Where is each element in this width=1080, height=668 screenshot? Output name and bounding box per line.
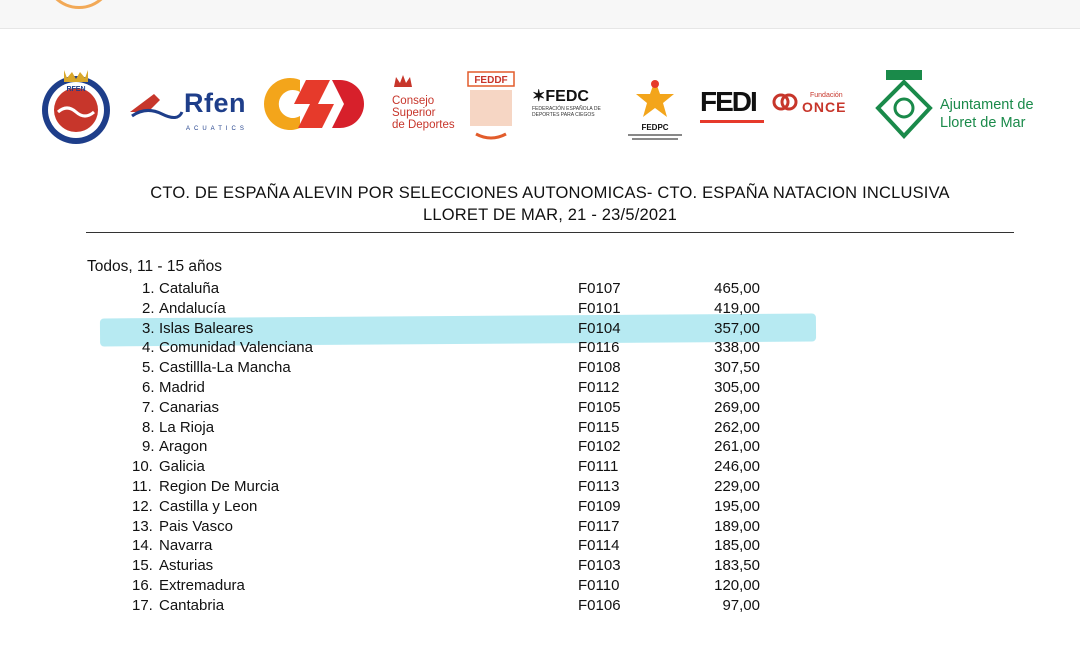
rfen-badge-text: RFEN	[66, 86, 86, 93]
category-heading: Todos, 11 - 15 años	[87, 258, 222, 275]
table-row	[0, 419, 1080, 439]
row-name: Cantabria	[159, 596, 225, 614]
csd-text	[392, 95, 455, 131]
table-row	[0, 379, 1080, 399]
row-points: 262,00	[714, 418, 760, 436]
profile-circle-icon	[44, 0, 114, 9]
lloret-line-2: Lloret de Mar	[940, 115, 1026, 131]
table-row	[0, 399, 1080, 419]
document-subtitle: LLORET DE MAR, 21 - 23/5/2021	[422, 206, 678, 224]
fedc-sub: FEDERACIÓN ESPAÑOLA DE DEPORTES PARA CIEGOS	[532, 106, 601, 118]
once-rings-icon	[772, 92, 798, 112]
row-code: F0117	[578, 517, 620, 535]
title-divider	[86, 232, 1014, 233]
row-name: Region De Murcia	[159, 478, 280, 495]
row-code: F0103	[578, 557, 621, 575]
row-points: 305,00	[714, 379, 760, 396]
row-code: F0115	[578, 418, 620, 436]
row-rank-name: 8.	[142, 418, 155, 436]
row-points: 465,00	[714, 280, 760, 297]
row-rank-name: 13.	[132, 517, 153, 535]
table-row	[0, 577, 1080, 597]
fedpc-logo	[622, 76, 688, 144]
table-row	[0, 498, 1080, 518]
table-row	[0, 597, 1080, 617]
fedi-text: FEDI	[700, 86, 756, 117]
row-code: F0111	[578, 458, 619, 476]
table-row	[0, 438, 1080, 458]
row-code: F0108	[578, 359, 621, 377]
row-code: F0114	[578, 537, 620, 555]
row-name: Castilla y Leon	[159, 497, 258, 515]
row-name: Andalucía	[159, 299, 226, 317]
row-name: Pais Vasco	[159, 517, 233, 535]
row-code: F0102	[578, 438, 621, 456]
crown-icon	[392, 73, 414, 91]
lloret-text	[940, 96, 1034, 132]
lloret-shield-logo	[874, 66, 934, 146]
row-rank-name: 17.	[132, 596, 153, 614]
row-rank-name: 15.	[132, 557, 153, 575]
row-rank-name: 16.	[132, 577, 153, 594]
once-text: ONCE	[802, 99, 847, 115]
table-row	[0, 339, 1080, 359]
rfen-sub: ACUATICS	[186, 126, 248, 132]
row-rank-name: 9.	[142, 438, 155, 456]
row-points: 269,00	[714, 398, 760, 416]
rfen-word: Rfen	[184, 88, 246, 118]
row-name: Castillla-La Mancha	[159, 359, 291, 377]
row-code: F0105	[578, 398, 621, 416]
row-name: Galicia	[159, 458, 205, 476]
once-small: Fundación	[810, 92, 843, 99]
table-row	[0, 478, 1080, 498]
row-rank-name: 5.	[142, 359, 155, 377]
row-points: 189,00	[714, 517, 760, 535]
table-row	[0, 458, 1080, 478]
row-points: 261,00	[714, 438, 760, 456]
table-row	[0, 280, 1080, 300]
row-code: F0110	[578, 577, 620, 594]
row-points: 419,00	[714, 299, 760, 317]
row-rank-name: 4.	[142, 339, 155, 357]
top-bar	[0, 0, 1080, 29]
row-points: 195,00	[714, 497, 760, 515]
table-row	[0, 359, 1080, 379]
row-name: Cataluña	[159, 280, 220, 297]
row-code: F0116	[578, 339, 620, 357]
row-points: 338,00	[714, 339, 760, 357]
fedpc-text: FEDPC	[641, 123, 669, 132]
document-title: CTO. DE ESPAÑA ALEVIN POR SELECCIONES AUTONOMICAS- CTO. ESPAÑA NATACION INCLUSIVA	[150, 184, 950, 202]
row-name: Comunidad Valenciana	[159, 339, 313, 357]
row-name: La Rioja	[159, 418, 215, 436]
sponsor-logos	[0, 62, 1080, 152]
row-points: 229,00	[714, 478, 760, 495]
table-row	[0, 537, 1080, 557]
swimmer-icon	[128, 90, 184, 120]
rfen-badge-logo	[36, 66, 116, 146]
table-row	[0, 320, 1080, 340]
fedc-text: FEDC	[545, 88, 589, 105]
row-points: 246,00	[714, 458, 760, 476]
csd-logo	[260, 76, 384, 132]
row-name: Islas Baleares	[159, 319, 254, 337]
feddf-text: FEDDF	[474, 75, 508, 86]
row-name: Extremadura	[159, 577, 245, 594]
row-points: 183,50	[714, 557, 760, 575]
row-code: F0104	[578, 319, 621, 337]
lloret-line-1: Ajuntament de	[940, 97, 1034, 113]
row-name: Asturias	[159, 557, 214, 575]
fedi-logo	[700, 86, 764, 123]
row-rank-name: 3.	[142, 319, 155, 337]
row-code: F0106	[578, 596, 621, 614]
row-code: F0113	[578, 478, 620, 495]
row-rank-name: 6.	[142, 379, 155, 396]
table-row	[0, 557, 1080, 577]
row-points: 97,00	[722, 596, 760, 614]
row-code: F0101	[578, 299, 621, 317]
row-rank-name: 14.	[132, 537, 153, 555]
row-points: 307,50	[714, 359, 760, 377]
fedc-star-icon: ✶	[532, 88, 546, 105]
table-row	[0, 300, 1080, 320]
row-rank-name: 12.	[132, 497, 153, 515]
row-name: Canarias	[159, 398, 220, 416]
csd-line-1: Consejo	[392, 95, 435, 107]
csd-line-3: de Deportes	[392, 119, 455, 131]
feddf-logo	[462, 70, 520, 142]
row-rank-name: 7.	[142, 398, 155, 416]
row-code: F0112	[578, 379, 620, 396]
row-name: Aragon	[159, 438, 208, 456]
table-row	[0, 518, 1080, 538]
row-rank-name: 2.	[142, 299, 155, 317]
fedc-logo	[532, 86, 612, 118]
row-rank-name: 11.	[132, 478, 152, 495]
row-rank-name: 1.	[142, 280, 155, 297]
csd-line-2: Superior	[392, 107, 436, 119]
row-name: Navarra	[159, 537, 213, 555]
row-points: 185,00	[714, 537, 760, 555]
row-points: 357,00	[714, 319, 760, 337]
row-code: F0107	[578, 280, 621, 297]
row-code: F0109	[578, 497, 621, 515]
row-rank-name: 10.	[132, 458, 153, 476]
row-name: Madrid	[159, 379, 205, 396]
row-points: 120,00	[714, 577, 760, 594]
